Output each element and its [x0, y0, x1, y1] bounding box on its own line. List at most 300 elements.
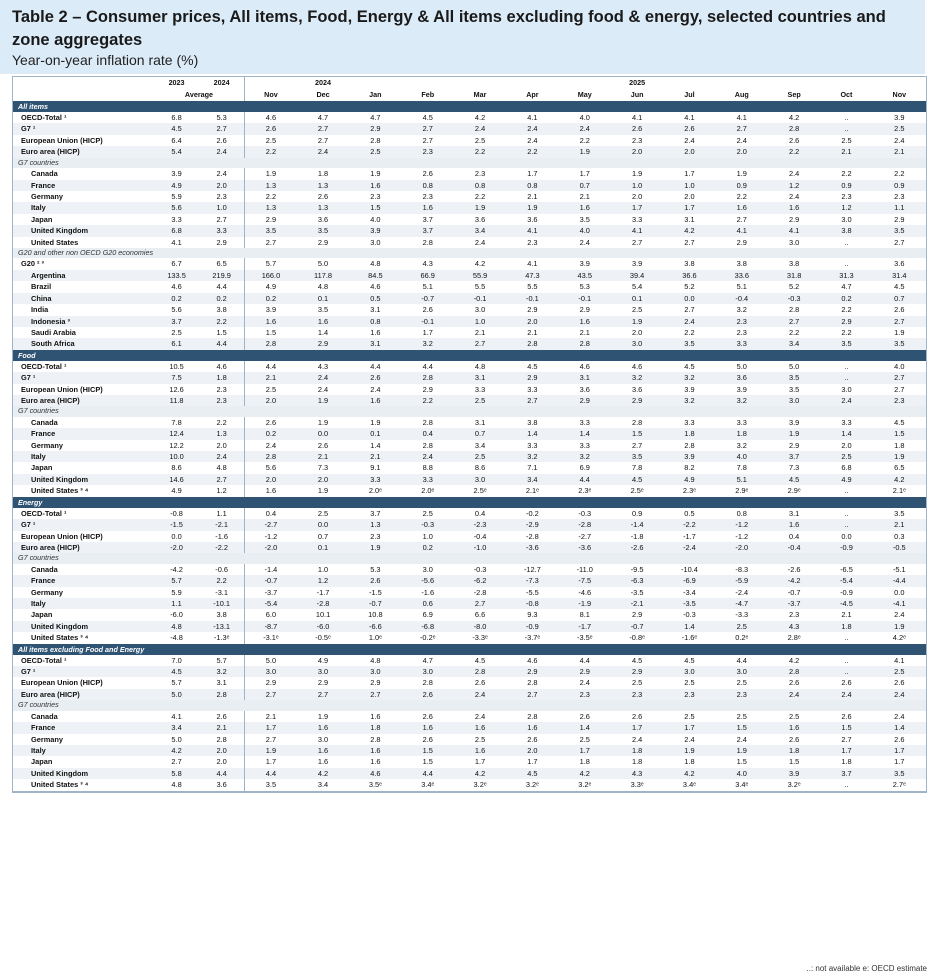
table-cell: -0.5ᵉ	[315, 633, 331, 643]
table-cell: 3.3	[684, 417, 695, 427]
table-cell: 3.0	[768, 395, 820, 406]
table-cell: 3.0	[245, 666, 297, 677]
row-label: Indonesia ³	[13, 316, 154, 327]
table-cell: 3.5	[873, 768, 926, 779]
table-cell: -9.5	[630, 564, 644, 574]
table-cell: 4.1	[631, 113, 643, 122]
table-cell: 2.4	[402, 451, 454, 462]
table-cell: 2.4	[559, 123, 611, 134]
table-cell: 1.9	[506, 202, 558, 213]
table-cell: 1.6	[349, 395, 401, 406]
table-cell: 1.3	[297, 180, 349, 191]
table-cell: -2.8	[297, 598, 349, 609]
table-cell: ..	[844, 633, 849, 643]
table-cell: 1.4	[370, 440, 381, 450]
table-row	[13, 258, 926, 269]
table-cell: -0.9	[820, 542, 872, 553]
table-cell: 3.5	[788, 384, 800, 394]
table-cell: 4.6	[527, 655, 538, 665]
table-cell: 2.8	[527, 711, 538, 721]
table-cell: 3.4	[474, 440, 486, 450]
table-cell: 1.6	[297, 722, 349, 733]
table-cell: 0.0	[663, 293, 715, 304]
table-cell: 4.5	[154, 123, 199, 134]
table-cell: 5.0	[171, 734, 182, 744]
table-cell: 2.1	[873, 519, 926, 530]
table-cell: -6.9	[663, 575, 715, 586]
table-cell: 4.3	[422, 259, 433, 269]
table-cell: 4.8	[317, 282, 329, 292]
table-cell: 1.2	[216, 486, 227, 496]
table-cell: 2.2	[841, 305, 852, 315]
table-cell: 2.2	[402, 395, 454, 406]
table-cell: 4.9	[154, 180, 199, 191]
table-cell: 2.6	[317, 440, 329, 450]
table-cell: -1.0	[454, 542, 506, 553]
table-row	[13, 146, 926, 157]
table-cell: 3.1	[370, 305, 381, 315]
table-cell: 2.4	[894, 711, 905, 721]
table-cell: 0.9	[631, 508, 643, 518]
section-header-row	[13, 644, 926, 655]
table-cell: 2.8	[199, 689, 244, 700]
table-cell: 1.6	[454, 722, 506, 733]
table-cell: 2.4	[736, 734, 747, 744]
table-cell: 5.3	[579, 282, 590, 292]
table-cell: 2.6	[894, 305, 905, 315]
table-cell: -3.7	[245, 587, 297, 598]
table-cell: 1.7	[873, 745, 926, 756]
table-cell: -2.0	[154, 542, 199, 553]
table-cell: 4.8	[154, 621, 199, 632]
table-cell: -5.4	[820, 575, 872, 586]
table-cell: 5.0	[736, 361, 747, 371]
table-cell: 3.7	[820, 768, 872, 779]
table-cell: 5.2	[788, 282, 800, 292]
table-cell: 4.1	[506, 225, 558, 236]
row-label: Italy	[13, 598, 154, 609]
table-cell: 3.5	[873, 338, 926, 349]
table-cell: 2.3ᵉ	[578, 486, 592, 496]
table-cell: -0.3	[473, 564, 487, 574]
table-cell: 1.8	[841, 757, 852, 767]
table-cell: 5.8	[154, 768, 199, 779]
table-cell: 14.6	[154, 474, 199, 485]
table-cell: 4.7	[841, 282, 852, 292]
table-cell: 2.9	[349, 123, 401, 134]
table-cell: 4.6	[579, 361, 590, 371]
table-cell: 0.1	[297, 542, 349, 553]
table-cell: 2.3	[788, 610, 800, 620]
row-label: OECD-Total ¹	[21, 508, 67, 518]
col-month: Jul	[684, 90, 695, 99]
table-cell: -3.4	[683, 587, 696, 597]
table-cell: 1.1	[873, 202, 926, 213]
table-cell: 6.1	[154, 338, 199, 349]
table-cell: 1.0	[422, 531, 433, 541]
table-row	[13, 316, 926, 327]
table-cell: 31.4	[873, 270, 926, 281]
table-cell: 1.9	[349, 542, 401, 553]
table-cell: 2.5	[736, 678, 747, 688]
table-cell: 1.0ᵉ	[368, 633, 382, 643]
table-row	[13, 575, 926, 586]
table-cell: 0.0	[297, 428, 349, 439]
table-cell: 3.4ᵉ	[716, 779, 768, 791]
table-cell: 2.4	[454, 689, 506, 700]
table-cell: 4.7	[317, 113, 329, 122]
table-cell: 3.6	[894, 259, 905, 269]
col-month: Dec	[316, 90, 330, 99]
table-cell: 12.4	[154, 428, 199, 439]
table-cell: 1.6	[716, 202, 768, 213]
col-month: Aug	[734, 90, 749, 99]
table-cell: 2.4	[631, 734, 643, 744]
inflation-table-container	[12, 76, 927, 793]
table-row	[13, 745, 926, 756]
table-cell: 3.3	[736, 417, 747, 427]
table-cell: 1.4	[317, 327, 329, 337]
table-cell: -0.8	[170, 508, 183, 518]
table-cell: 5.3	[370, 564, 381, 574]
table-cell: 4.0	[716, 451, 768, 462]
table-cell: ..	[820, 779, 872, 791]
table-cell: 1.4	[559, 428, 611, 439]
table-cell: 2.0	[216, 757, 227, 767]
table-cell: 1.6	[559, 202, 611, 213]
table-cell: 2.6	[663, 123, 715, 134]
table-cell: -0.1	[454, 293, 506, 304]
table-row	[13, 237, 926, 248]
table-cell: 1.2	[768, 180, 820, 191]
table-cell: 4.9	[245, 281, 297, 292]
table-cell: 3.1	[216, 678, 227, 688]
table-cell: 2.1	[820, 146, 872, 157]
table-cell: 2.7	[245, 734, 297, 745]
table-cell: 2.5	[736, 711, 747, 721]
table-cell: 1.7	[611, 202, 663, 213]
table-cell: 2.5	[171, 327, 182, 337]
table-cell: 2.5	[684, 711, 695, 721]
row-label: United Kingdom	[13, 768, 154, 779]
table-cell: 1.0	[199, 202, 244, 213]
table-cell: 3.9	[768, 768, 820, 779]
table-cell: 1.9	[454, 202, 506, 213]
table-cell: 3.5	[579, 214, 590, 224]
col-year-2024-average: 2024	[213, 78, 230, 87]
table-cell: 2.4	[768, 689, 820, 700]
table-cell: 1.5	[788, 757, 800, 767]
table-row	[13, 372, 926, 383]
row-label: Germany	[31, 734, 64, 744]
table-cell: 3.3	[171, 214, 182, 224]
table-cell: 1.6	[245, 316, 297, 327]
table-cell: 2.2	[199, 316, 244, 327]
table-cell: -1.5	[369, 587, 382, 597]
col-month: May	[577, 90, 592, 99]
table-cell: 1.9	[317, 417, 329, 427]
table-cell: -1.4	[611, 519, 663, 530]
table-cell: 1.5	[611, 428, 663, 439]
table-cell: 1.0	[317, 564, 329, 574]
table-cell: 2.6	[788, 135, 800, 145]
table-cell: 1.8	[317, 169, 329, 179]
table-cell: 3.4	[768, 338, 820, 349]
table-cell: -0.9	[506, 621, 558, 632]
table-cell: 2.8	[684, 440, 695, 450]
table-cell: 4.8	[216, 463, 227, 473]
table-cell: -5.1	[892, 564, 906, 574]
table-cell: 6.7	[171, 259, 182, 269]
table-row	[13, 462, 926, 473]
table-cell: 3.5	[873, 225, 926, 236]
table-cell: 4.7	[422, 655, 433, 665]
table-cell: 1.9	[873, 451, 926, 462]
table-cell: ..	[844, 259, 849, 269]
row-label: Saudi Arabia	[31, 327, 76, 337]
table-cell: 1.7	[559, 745, 611, 756]
table-cell: 33.6	[716, 270, 768, 281]
table-cell: 5.4	[154, 146, 199, 157]
table-cell: 0.8	[349, 316, 401, 327]
table-cell: 3.6	[527, 214, 538, 224]
table-cell: 2.4	[199, 451, 244, 462]
table-cell: 3.0	[402, 666, 454, 677]
table-cell: 2.4	[579, 237, 590, 247]
table-cell: -0.6	[215, 564, 228, 574]
table-cell: 10.0	[154, 451, 199, 462]
table-cell: 2.4	[579, 678, 590, 688]
table-cell: -8.0	[454, 621, 506, 632]
table-cell: 2.5	[631, 305, 643, 315]
table-cell: 2.8	[245, 451, 297, 462]
table-cell: 2.2	[768, 146, 820, 157]
table-cell: 5.6	[245, 462, 297, 473]
table-cell: 2.8	[370, 135, 381, 145]
table-cell: 0.1	[349, 428, 401, 439]
table-cell: 3.3	[349, 474, 401, 485]
table-cell: 3.0	[788, 237, 800, 247]
table-row	[13, 225, 926, 236]
table-cell: 2.9	[370, 678, 381, 688]
table-cell: 84.5	[349, 270, 401, 281]
table-cell: 2.6	[841, 711, 852, 721]
table-cell: 2.3	[559, 689, 611, 700]
subsection-header-row	[13, 248, 926, 259]
row-label: China	[13, 293, 154, 304]
table-cell: 2.9	[611, 395, 663, 406]
table-cell: -2.3	[454, 519, 506, 530]
table-cell: -2.0	[716, 542, 768, 553]
table-cell: 1.8	[820, 621, 872, 632]
row-label: Germany	[31, 191, 64, 201]
table-cell: 2.0	[245, 474, 297, 485]
table-cell: -2.0	[245, 542, 297, 553]
table-cell: 0.4	[474, 508, 486, 518]
table-cell: 4.8	[154, 779, 199, 791]
table-cell: -5.9	[716, 575, 768, 586]
table-row	[13, 281, 926, 292]
subsection-header: G7 countries	[13, 553, 926, 564]
table-row	[13, 689, 926, 700]
table-cell: -5.6	[402, 575, 454, 586]
col-month: Nov	[245, 89, 297, 101]
table-cell: -3.5	[630, 587, 644, 597]
table-cell: 2.0	[631, 327, 643, 337]
table-row	[13, 304, 926, 315]
table-cell: 3.1	[559, 372, 611, 383]
table-cell: 2.8	[245, 338, 297, 349]
row-label: Canada	[31, 564, 58, 574]
table-cell: 4.2	[788, 655, 800, 665]
table-cell: 1.7	[245, 756, 297, 767]
table-cell: 3.7	[402, 225, 454, 236]
table-cell: 4.1	[171, 237, 182, 247]
table-cell: -2.8	[526, 531, 539, 541]
table-cell: -1.7	[559, 621, 611, 632]
table-cell: 1.4	[663, 621, 715, 632]
table-cell: 1.7	[820, 745, 872, 756]
table-cell: 4.4	[402, 768, 454, 779]
table-cell: 3.9	[245, 304, 297, 315]
table-cell: -7.5	[559, 575, 611, 586]
table-cell: 3.1	[474, 417, 486, 427]
table-cell: 2.1	[245, 372, 297, 383]
table-row	[13, 632, 926, 643]
table-cell: 166.0	[245, 270, 297, 281]
table-cell: 2.4	[736, 135, 747, 145]
section-header: All items	[13, 101, 926, 112]
row-label: Japan	[31, 757, 53, 767]
col-average: Average	[184, 90, 214, 99]
table-cell: 2.0	[297, 474, 349, 485]
row-label: Brazil	[31, 282, 52, 292]
table-cell: -2.8	[473, 587, 487, 597]
section-header: Energy	[13, 497, 926, 508]
table-cell: 4.5	[506, 768, 558, 779]
table-cell: 2.1	[297, 451, 349, 462]
table-cell: 3.0	[297, 666, 349, 677]
table-cell: 3.8	[684, 259, 695, 269]
table-cell: 133.5	[154, 270, 199, 281]
table-cell: 1.6	[349, 745, 401, 756]
table-cell: 2.4	[199, 146, 244, 157]
table-cell: 3.6	[716, 372, 768, 383]
table-cell: 2.1	[199, 722, 244, 733]
table-cell: 2.2	[788, 327, 800, 337]
table-cell: -0.7	[611, 621, 663, 632]
row-label: G7 ¹	[13, 372, 154, 383]
table-cell: 2.2	[579, 135, 590, 145]
table-cell: -8.3	[735, 564, 749, 574]
table-cell: 3.3	[841, 417, 852, 427]
table-cell: -0.9	[840, 587, 853, 597]
table-cell: 3.2	[736, 305, 747, 315]
table-cell: 3.2	[199, 666, 244, 677]
table-cell: 3.8	[216, 305, 227, 315]
table-cell: 4.2	[873, 474, 926, 485]
table-cell: 6.8	[841, 463, 852, 473]
table-cell: 2.5	[454, 395, 506, 406]
table-cell: -4.5	[820, 598, 872, 609]
table-cell: 0.2	[199, 293, 244, 304]
table-cell: 3.2	[559, 451, 611, 462]
table-cell: 3.0	[474, 305, 486, 315]
table-cell: 4.4	[370, 361, 381, 371]
table-cell: 3.4	[454, 225, 506, 236]
table-cell: 2.7	[894, 384, 905, 394]
table-cell: 4.9	[820, 474, 872, 485]
table-cell: 2.5	[245, 384, 297, 395]
table-cell: -0.7	[245, 575, 297, 586]
table-cell: 2.8	[788, 305, 800, 315]
table-cell: 2.2	[736, 191, 747, 201]
table-cell: 3.8	[788, 259, 800, 269]
table-cell: 2.7	[684, 237, 695, 247]
table-cell: 4.7	[370, 113, 381, 122]
table-cell: 5.2	[684, 282, 695, 292]
table-cell: 4.2	[663, 225, 715, 236]
table-row	[13, 202, 926, 213]
table-cell: -6.5	[840, 564, 853, 574]
col-month: Oct	[840, 90, 853, 99]
row-label: European Union (HICP)	[21, 384, 103, 394]
table-cell: 2.2	[245, 191, 297, 202]
table-cell: 7.0	[171, 655, 182, 665]
table-cell: 1.1	[216, 508, 227, 518]
table-cell: 3.0	[611, 338, 663, 349]
table-cell: 3.9	[349, 225, 401, 236]
table-cell: 2.0	[199, 180, 244, 191]
table-cell: 1.4	[559, 722, 611, 733]
table-cell: 2.4	[873, 689, 926, 700]
table-cell: 0.0	[297, 519, 349, 530]
table-cell: 2.6	[579, 711, 590, 721]
table-cell: -6.3	[611, 575, 663, 586]
table-cell: 3.9	[894, 113, 905, 122]
table-cell: 2.6	[216, 711, 227, 721]
table-cell: 3.7	[370, 508, 381, 518]
table-cell: 2.5	[873, 123, 926, 134]
table-cell: 1.2	[297, 575, 349, 586]
table-cell: 3.1	[454, 372, 506, 383]
table-cell: 2.3	[873, 395, 926, 406]
table-cell: 1.8	[768, 745, 820, 756]
row-label: United Kingdom	[13, 621, 154, 632]
table-cell: 31.8	[768, 270, 820, 281]
table-cell: 4.2	[154, 745, 199, 756]
table-cell: 1.7	[663, 202, 715, 213]
table-row	[13, 542, 926, 553]
table-cell: 3.3	[716, 338, 768, 349]
subsection-header: G7 countries	[13, 700, 926, 711]
table-cell: 3.0	[370, 237, 381, 247]
table-row	[13, 417, 926, 428]
table-cell: 2.6	[422, 169, 433, 179]
table-cell: -6.8	[402, 621, 454, 632]
table-cell: 3.0	[422, 564, 433, 574]
table-cell: 1.9	[611, 316, 663, 327]
row-label: Italy	[13, 451, 154, 462]
table-cell: 3.6	[199, 779, 244, 791]
table-row	[13, 621, 926, 632]
table-cell: 0.4	[788, 531, 800, 541]
table-cell: 1.8	[663, 428, 715, 439]
table-cell: 2.4	[317, 384, 329, 394]
table-cell: 3.0	[841, 214, 852, 224]
row-label: Canada	[31, 711, 58, 721]
table-cell: 2.2	[245, 146, 297, 157]
